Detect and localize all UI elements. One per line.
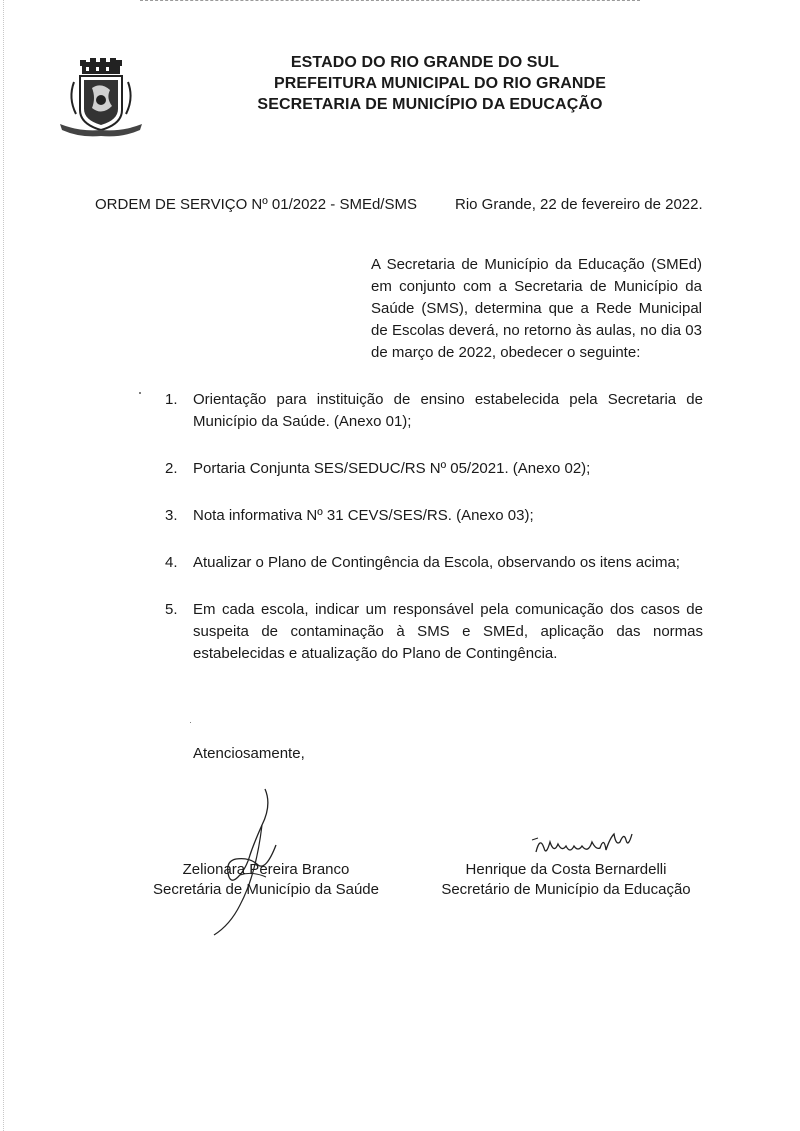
list-item-text: Nota informativa Nº 31 CEVS/SES/RS. (Anexo 03); bbox=[193, 507, 534, 524]
header-prefecture: PREFEITURA MUNICIPAL DO RIO GRANDE bbox=[273, 75, 606, 92]
list-item-text: Portaria Conjunta SES/SEDUC/RS Nº 05/2021. (Anexo 02); bbox=[193, 460, 591, 477]
list-item-text: Atualizar o Plano de Contingência da Escola, observando os itens acima; bbox=[193, 554, 680, 571]
coat-of-arms-icon bbox=[56, 58, 146, 140]
service-order-number: ORDEM DE SERVIÇO Nº 01/2022 - SMEd/SMS bbox=[95, 196, 417, 213]
closing-salutation: Atenciosamente, bbox=[193, 745, 305, 762]
header-state: ESTADO DO RIO GRANDE DO SUL bbox=[290, 54, 560, 71]
intro-paragraph: A Secretaria de Município da Educação (SMEd) em conjunto com a Secretaria de Município da Saúde (SMS), determina que a Rede Municipal de Escolas deverá, no retorno às aulas, no dia 03 de março de 2022, obedecer o seguinte: bbox=[371, 256, 702, 361]
signatory-role: Secretária de Município da Saúde bbox=[153, 881, 379, 898]
signatory-education bbox=[420, 860, 712, 900]
signatory-name: Zelionara Pereira Branco bbox=[182, 861, 350, 878]
list-item-text: Orientação para instituição de ensino estabelecida pela Secretaria de Município da Saúde. (Anexo 01); bbox=[193, 391, 703, 430]
list-item-number: 5. bbox=[165, 601, 178, 618]
letterhead bbox=[230, 52, 630, 115]
list-item bbox=[165, 599, 703, 665]
place-date: Rio Grande, 22 de fevereiro de 2022. bbox=[455, 196, 703, 213]
list-item-number: 2. bbox=[165, 460, 178, 477]
scan-speck bbox=[139, 392, 141, 394]
scan-speck bbox=[190, 722, 191, 723]
scan-edge-left bbox=[3, 0, 5, 1131]
list-item bbox=[165, 505, 703, 527]
list-item-number: 4. bbox=[165, 554, 178, 571]
list-item bbox=[165, 458, 703, 480]
signatory-health bbox=[130, 860, 402, 900]
signature-right bbox=[530, 828, 640, 864]
header-secretariat: SECRETARIA DE MUNICÍPIO DA EDUCAÇÃO bbox=[257, 96, 603, 113]
instruction-list bbox=[165, 389, 703, 665]
signatory-name: Henrique da Costa Bernardelli bbox=[465, 861, 667, 878]
scan-edge-top bbox=[140, 0, 640, 3]
list-item-number: 3. bbox=[165, 507, 178, 524]
signatory-role: Secretário de Município da Educação bbox=[441, 881, 691, 898]
list-item bbox=[165, 552, 703, 574]
list-item-number: 1. bbox=[165, 391, 178, 408]
list-item bbox=[165, 389, 703, 433]
list-item-text: Em cada escola, indicar um responsável pela comunicação dos casos de suspeita de contaminação à SMS e SMEd, aplicação das normas estabelecidas e atualização do Plano de Contingência. bbox=[193, 601, 703, 662]
